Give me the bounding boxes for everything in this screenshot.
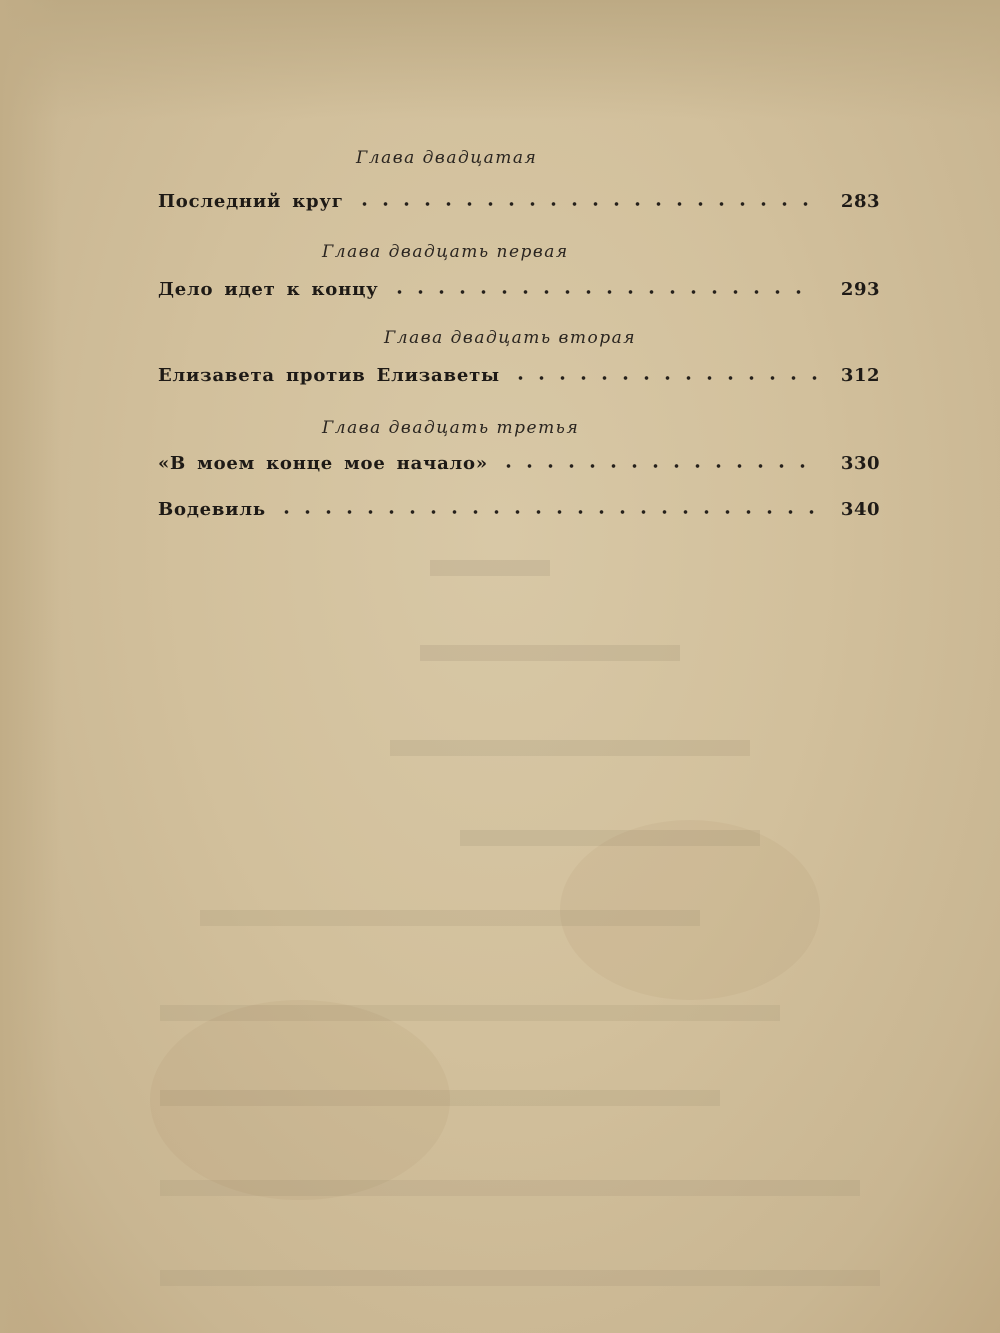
entry-title: Водевиль bbox=[158, 499, 266, 520]
entry-page-number: 312 bbox=[840, 365, 880, 386]
entry-title: Дело идет к концу bbox=[158, 279, 379, 300]
dot-leader bbox=[510, 373, 817, 383]
toc-entry bbox=[158, 182, 880, 212]
bleed-through-text bbox=[160, 1270, 880, 1286]
entry-title: Елизавета против Елизаветы bbox=[158, 365, 500, 386]
dot-leader bbox=[276, 507, 817, 517]
entry-title: «В моем конце мое начало» bbox=[158, 453, 488, 474]
page-shadow-top bbox=[0, 0, 1000, 120]
entry-page-number: 293 bbox=[840, 279, 880, 300]
chapter-heading: Глава двадцать первая bbox=[322, 242, 569, 262]
entry-page-number: 283 bbox=[840, 191, 880, 212]
toc-entry bbox=[158, 490, 880, 520]
bleed-through-text bbox=[430, 560, 550, 576]
dot-leader bbox=[354, 199, 817, 209]
toc-entry bbox=[158, 270, 880, 300]
dot-leader bbox=[389, 287, 817, 297]
toc-entry bbox=[158, 444, 880, 474]
chapter-heading: Глава двадцать третья bbox=[322, 418, 580, 438]
chapter-heading: Глава двадцатая bbox=[356, 148, 538, 168]
bleed-through-text bbox=[200, 910, 700, 926]
page-shadow-left bbox=[0, 0, 60, 1333]
bleed-through-text bbox=[460, 830, 760, 846]
bleed-through-text bbox=[420, 645, 680, 661]
bleed-through-text bbox=[160, 1090, 720, 1106]
bleed-through-text bbox=[160, 1005, 780, 1021]
toc-entry bbox=[158, 356, 880, 386]
dot-leader bbox=[498, 461, 817, 471]
chapter-heading: Глава двадцать вторая bbox=[384, 328, 637, 348]
bleed-through-text bbox=[160, 1180, 860, 1196]
entry-page-number: 340 bbox=[840, 499, 880, 520]
entry-title: Последний круг bbox=[158, 191, 344, 212]
entry-page-number: 330 bbox=[840, 453, 880, 474]
bleed-through-text bbox=[390, 740, 750, 756]
